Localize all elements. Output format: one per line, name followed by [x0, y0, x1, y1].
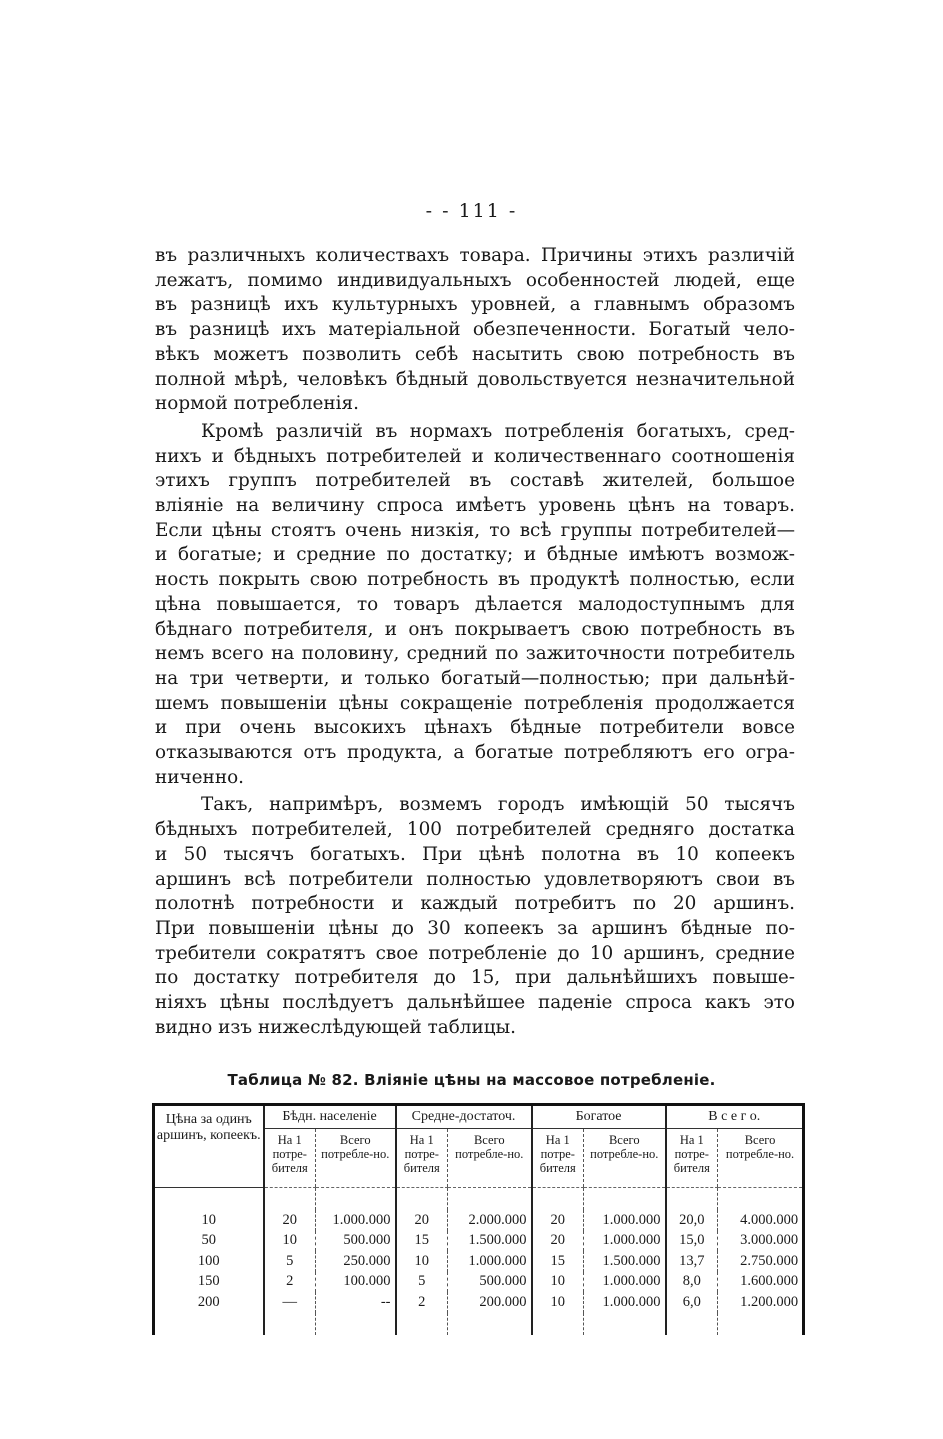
table-row — [154, 1272, 804, 1293]
text-line: этихъ группъ потребителей въ составѣ жителей, большое — [155, 470, 795, 492]
text-line: Кромѣ различiй въ нормахъ потребленiя богатыхъ, сред- — [201, 420, 795, 442]
table-cell: 1.000.000 — [584, 1292, 666, 1313]
table-cell: 13,7 — [666, 1251, 718, 1272]
table-caption: Таблица № 82. Влiянiе цѣны на массовое потребленiе. — [227, 1071, 716, 1089]
text-line: бѣдныхъ потребителей, 100 потребителей средняго достатка — [155, 819, 795, 841]
table-row — [154, 1231, 804, 1252]
sub-header-per-one: На 1 потре-бителя — [264, 1129, 316, 1188]
table-row — [154, 1251, 804, 1272]
table-cell: 1.500.000 — [448, 1231, 532, 1252]
text-line: нормой потребленiя. — [155, 393, 359, 415]
table-spacer-row — [154, 1188, 804, 1211]
text-line: лежатъ, помимо индивидуальныхъ особенностей людей, еще — [155, 269, 795, 291]
text-line: немъ всего на половину, средний по зажиточности потребитель — [155, 643, 795, 665]
text-line: полной мѣрѣ, человѣкъ бѣдный довольствуется незначительной — [155, 368, 795, 390]
table-row — [154, 1210, 804, 1231]
paragraph-3 — [155, 793, 795, 1040]
table-cell: 5 — [264, 1251, 316, 1272]
table-cell: 1.200.000 — [718, 1292, 804, 1313]
table-cell: 500.000 — [448, 1272, 532, 1293]
table-cell: 20 — [396, 1210, 448, 1231]
table-tail-row — [154, 1313, 804, 1335]
text-line: цѣна повышается, то товаръ дѣлается малодоступнымъ для — [155, 593, 795, 615]
body-text — [155, 244, 795, 1041]
text-line: въ различныхъ количествахъ товара. Причины этихъ различiй — [155, 245, 795, 266]
table-cell: 10 — [532, 1292, 584, 1313]
table-cell: 100.000 — [316, 1272, 396, 1293]
text-line: шемъ повышенiи цѣны сокращенiе потребленiя продолжается — [155, 692, 795, 714]
table-cell: 200.000 — [448, 1292, 532, 1313]
table-cell: 15 — [532, 1251, 584, 1272]
table-cell: 10 — [154, 1210, 264, 1231]
table-cell: 500.000 — [316, 1231, 396, 1252]
price-consumption-table — [152, 1103, 802, 1335]
table-cell: 1.600.000 — [718, 1272, 804, 1293]
text-line: Если цѣны стоятъ очень низкiя, то всѣ группы потребителей— — [155, 519, 795, 541]
text-line: въ разницѣ ихъ культурныхъ уровней, а главнымъ образомъ — [155, 294, 795, 316]
text-line: и богатые; и средние по достатку; и бѣдные имѣютъ возмож- — [155, 544, 795, 566]
text-line: влiянiе на величину спроса имѣетъ уровень цѣнъ на товаръ. — [155, 495, 795, 517]
text-line: бѣднаго потребителя, и онъ покрываетъ свою потребность въ — [155, 618, 795, 640]
table-cell: 1.000.000 — [448, 1251, 532, 1272]
table-cell: 20,0 — [666, 1210, 718, 1231]
table-cell: 15 — [396, 1231, 448, 1252]
table-cell: 1.500.000 — [584, 1251, 666, 1272]
table-cell: 1.000.000 — [316, 1210, 396, 1231]
table-cell: 200 — [154, 1292, 264, 1313]
table-cell: — — [264, 1292, 316, 1313]
table-cell: 10 — [396, 1251, 448, 1272]
sub-header-total: Всего потребле-но. — [718, 1129, 804, 1188]
table-cell: 50 — [154, 1231, 264, 1252]
text-line: нихъ и бѣдныхъ потребителей и количественнаго соотношенiя — [155, 445, 795, 467]
text-line: отказываются отъ продукта, а богатые потребляютъ его огра- — [155, 742, 795, 764]
table-cell: 100 — [154, 1251, 264, 1272]
sub-header-total: Всего потребле-но. — [316, 1129, 396, 1188]
table-cell: 4.000.000 — [718, 1210, 804, 1231]
sub-header-per-one: На 1 потре-бителя — [666, 1129, 718, 1188]
table-cell: 5 — [396, 1272, 448, 1293]
table-cell: -- — [316, 1292, 396, 1313]
text-line: ность покрыть свою потребность въ продуктѣ полностью, если — [155, 569, 795, 591]
text-line: въ разницѣ ихъ матерiальной обезпеченности. Богатый чело- — [155, 319, 795, 341]
paragraph-2 — [155, 420, 795, 791]
table-cell: 20 — [264, 1210, 316, 1231]
table-cell: 10 — [532, 1272, 584, 1293]
group-header-poor: Бѣдн. населенiе — [264, 1105, 396, 1129]
table-cell: 6,0 — [666, 1292, 718, 1313]
text-line: и 50 тысячъ богатыхъ. При цѣнѣ полотна въ 10 копеекъ — [155, 843, 795, 865]
table-cell: 3.000.000 — [718, 1231, 804, 1252]
group-header-middle: Средне-достаточ. — [396, 1105, 532, 1129]
text-line: требители сократятъ свое потребленiе до 10 аршинъ, средние — [155, 942, 795, 964]
table-cell: 15,0 — [666, 1231, 718, 1252]
text-line: Такъ, напримѣръ, возмемъ городъ имѣющiй 50 тысячъ — [201, 794, 795, 816]
table-cell: 1.000.000 — [584, 1272, 666, 1293]
table-cell: 1.000.000 — [584, 1231, 666, 1252]
text-line: нiяхъ цѣны послѣдуетъ дальнѣйшее паденiе спроса какъ это — [155, 992, 795, 1014]
group-header-total: В с е г о. — [666, 1105, 804, 1129]
price-column-header: Цѣна за одинъ аршинъ, копеекъ. — [154, 1105, 264, 1188]
text-line: на три четверти, и только богатый—полностью; при дальнѣй- — [155, 667, 795, 689]
text-line: При повышенiи цѣны до 30 копеекъ за аршинъ бѣдные по- — [155, 917, 795, 939]
table-row — [154, 1292, 804, 1313]
text-line: по достатку потребителя до 15, при дальнѣйшихъ повыше- — [155, 967, 795, 989]
table-cell: 20 — [532, 1210, 584, 1231]
paragraph-1 — [155, 244, 795, 417]
table-cell: 250.000 — [316, 1251, 396, 1272]
table-cell: 150 — [154, 1272, 264, 1293]
table-cell: 1.000.000 — [584, 1210, 666, 1231]
table-cell: 2 — [264, 1272, 316, 1293]
text-line: и при очень высокихъ цѣнахъ бѣдные потребители вовсе — [155, 717, 795, 739]
text-line: видно изъ нижеслѣдующей таблицы. — [155, 1016, 517, 1038]
table-cell: 8,0 — [666, 1272, 718, 1293]
text-line: вѣкъ можетъ позволить себѣ насытить свою потребность въ — [155, 343, 795, 365]
text-line: аршинъ всѣ потребители полностью удовлетворяютъ свои въ — [155, 868, 795, 890]
text-line: полотнѣ потребности и каждый потребитъ по 20 аршинъ. — [155, 893, 795, 915]
sub-header-per-one: На 1 потре-бителя — [396, 1129, 448, 1188]
text-line: ниченно. — [155, 766, 244, 788]
page-number: - - 111 - — [425, 200, 518, 222]
table-cell: 2.000.000 — [448, 1210, 532, 1231]
table-cell: 20 — [532, 1231, 584, 1252]
group-header-rich: Богатое — [532, 1105, 666, 1129]
table-cell: 10 — [264, 1231, 316, 1252]
sub-header-per-one: На 1 потре-бителя — [532, 1129, 584, 1188]
table-cell: 2 — [396, 1292, 448, 1313]
table-cell: 2.750.000 — [718, 1251, 804, 1272]
sub-header-total: Всего потребле-но. — [448, 1129, 532, 1188]
sub-header-total: Всего потребле-но. — [584, 1129, 666, 1188]
